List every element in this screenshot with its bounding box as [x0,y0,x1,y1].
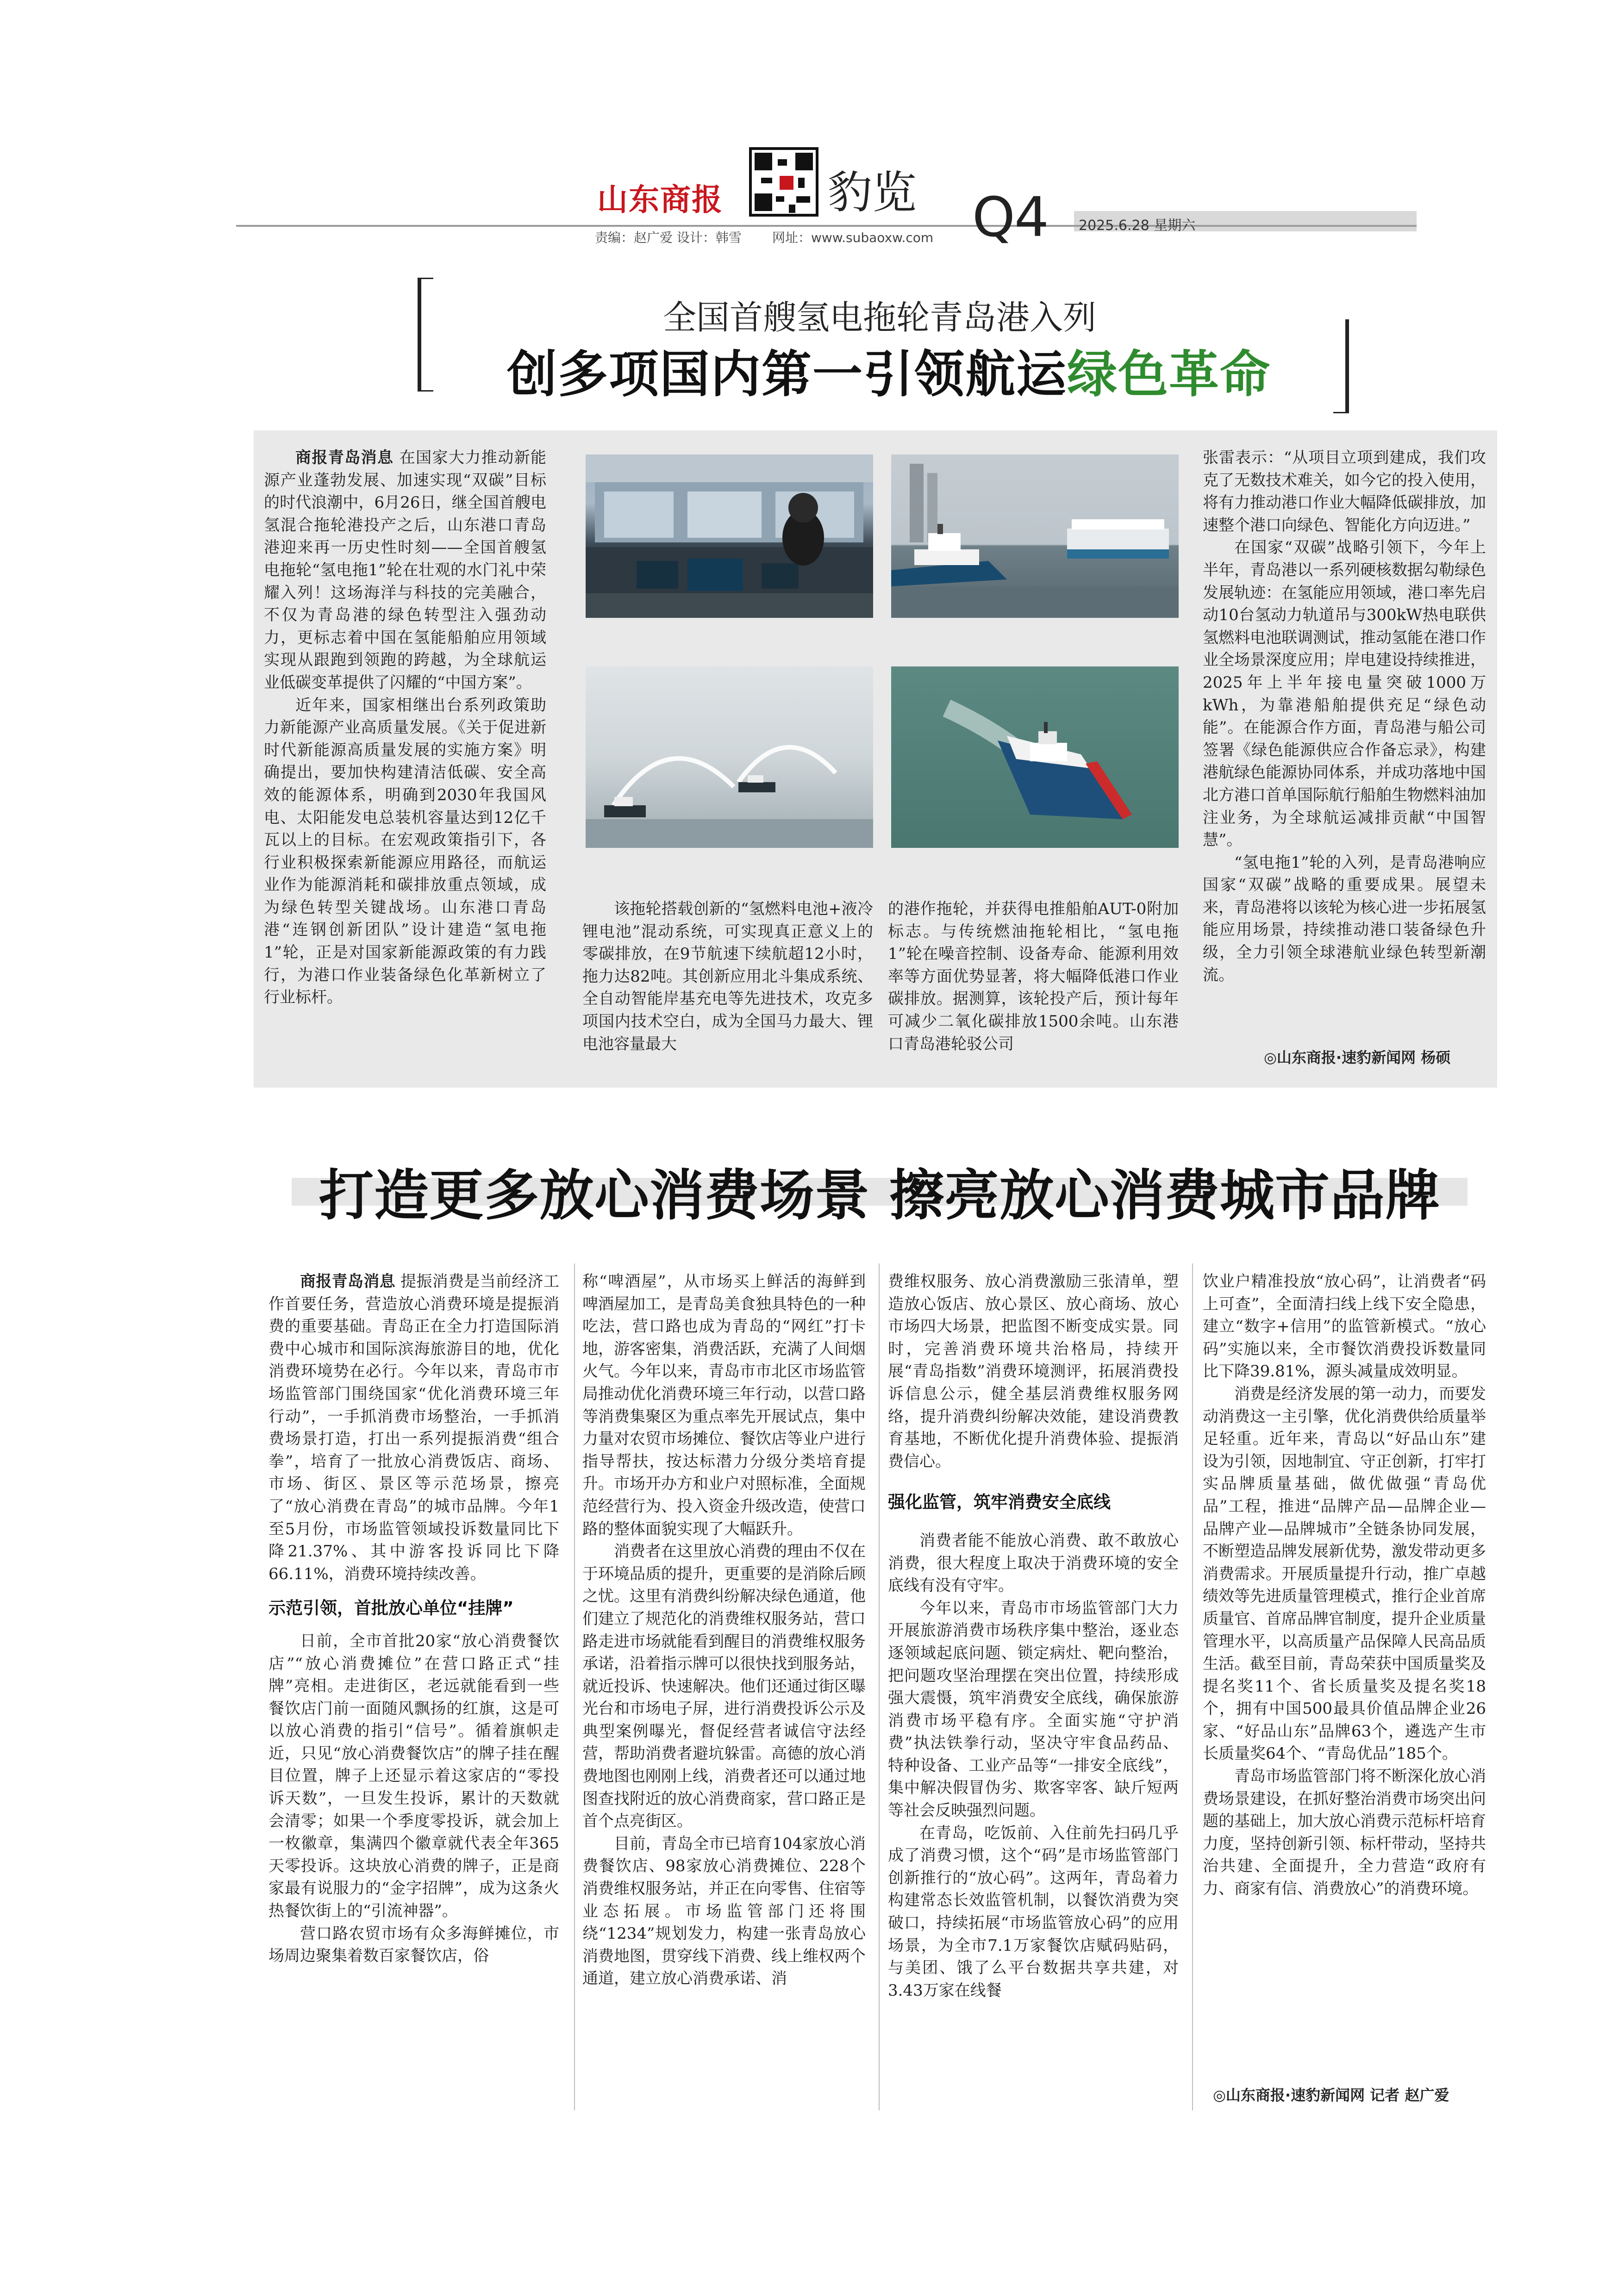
article1-byline: ◎山东商报·速豹新闻网 杨硕 [1264,1049,1451,1066]
column-divider [574,1263,575,2110]
article1-col1 [264,447,546,1009]
article2-subhead-1: 示范引领，首批放心单位“挂牌” [269,1598,514,1618]
column-divider [879,1263,880,2110]
article2-lead: 商报青岛消息 [300,1272,395,1291]
article2-para: 称“啤酒屋”，从市场买上鲜活的海鲜到啤酒屋加工，是青岛美食独具特色的一种吃法，营口路也成为青岛的“网红”打卡地，游客密集，消费活跃，充满了人间烟火气。今年以来，青岛市市北区市场监管局推动优化消费环境三年行动，以营口路等消费集聚区为重点率先开展试点，集中力量对农贸市场摊位、餐饮店等业户进行指导帮扶，按达标潜力分级分类培育提升。市场开办方和业户对照标准，全面规范经营行为、投入资金升级改造，使营口路的整体面貌实现了大幅跃升。 [582,1272,866,1538]
article1-lead: 商报青岛消息 [295,448,394,467]
article1-col3 [888,898,1179,1055]
article2-para: 消费是经济发展的第一动力，而要发动消费这一主引擎，优化消费供给质量举足轻重。近年来，青岛以“好品山东”建设为引领，因地制宜、守正创新，打牢打实品牌质量基础，做优做强“青岛优品”工程，推进“品牌产品—品牌企业—品牌产业—品牌城市”全链条协同发展，不断塑造品牌发展新优势，激发带动更多消费需求。开展质量提升行动，推广卓越绩效等先进质量管理模式，推行企业首席质量官、首席品牌官制度，提升企业质量管理水平，以高质量产品保障人民高品质生活。截至目前，青岛荣获中国质量奖及提名奖11个、省长质量奖及提名奖18个，拥有中国500最具价值品牌企业26家、“好品山东”品牌63个，遴选产生市长质量奖64个、“青岛优品”185个。 [1203,1384,1486,1763]
article2-para: 费维权服务、放心消费激励三张清单，塑造放心饭店、放心景区、放心商场、放心市场四大场景，把监图不断变成实景。同时，完善消费环境共治格局，持续开展“青岛指数”消费环境测评，拓展消费投诉信息公示，健全基层消费维权服务网络，提升消费纠纷解决效能，建设消费教育基地，不断优化提升消费体验、提振消费信心。 [888,1272,1179,1471]
article2-para: 目前，青岛全市已培育104家放心消费餐饮店、98家放心消费摊位、228个消费维权服务站，并正在向零售、住宿等业态拓展。市场监管部门还将围绕“1234”规划发力，构建一张青岛放心消费地图，贯穿线下消费、线上维权两个通道，建立放心消费承诺、消 [582,1834,866,1988]
article2-para: 在青岛，吃饭前、入住前先扫码几乎成了消费习惯，这个“码”是市场监管部门创新推行的“放心码”。这两年，青岛着力构建常态长效监管机制，以餐饮消费为突破口，持续拓展“市场监管放心码”的应用场景，为全市7.1万家餐饮店赋码贴码，与美团、饿了么平台数据共享共建，对3.43万家在线餐 [888,1823,1179,2000]
section-name: 豹览 [828,167,917,218]
article2-col1 [269,1270,559,1967]
article2-col4 [1203,1270,1486,1900]
article2-col2 [582,1270,866,1990]
article2-para: 消费者能不能放心消费、敢不敢放心消费，很大程度上取决于消费环境的安全底线有没有守牢。 [888,1531,1179,1595]
article2-para: 日前，全市首批20家“放心消费餐饮店”“放心消费摊位”在营口路正式“挂牌”亮相。走进街区，老远就能看到一些餐饮店门前一面随风飘扬的红旗，这是可以放心消费的指引“信号”。循着旗帜走近，只见“放心消费餐饮店”的牌子挂在醒目位置，牌子上还显示着这家店的“零投诉天数”，一旦发生投诉，累计的天数就会清零；如果一个季度零投诉，就会加上一枚徽章，集满四个徽章就代表全年365天零投诉。这块放心消费的牌子，正是商家最有说服力的“金字招牌”，成为这条火热餐饮街上的“引流神器”。 [269,1631,559,1921]
article1-para: 在国家大力推动新能源产业蓬勃发展、加速实现“双碳”目标的时代浪潮中，6月26日，继全国首艘电氢混合拖轮港投产之后，山东港口青岛港迎来再一历史性时刻——全国首艘氢电拖轮“氢电拖1”轮在壮观的水门礼中荣耀入列！这场海洋与科技的完美融合，不仅为青岛港的绿色转型注入强劲动力，更标志着中国在氢能船舶应用领域实现从跟跑到领跑的跨越，为全球航运业低碳变革提供了闪耀的“中国方案”。 [264,448,547,692]
website-link[interactable]: 网址：www.subaoxw.com [772,230,934,245]
article1-col4 [1203,447,1486,986]
photo-tugboat-sailing [891,666,1179,848]
article1-title-green: 绿色革命 [1067,346,1271,404]
article1-subtitle: 全国首艘氢电拖轮青岛港入列 [662,298,1096,337]
article2-para: 提振消费是当前经济工作首要任务，营造放心消费环境是提振消费的重要基础。青岛正在全力打造国际消费中心城市和国际滨海旅游目的地，优化消费环境势在必行。今年以来，青岛市市场监管部门围绕国家“优化消费环境三年行动”，一手抓消费市场整治，一手抓消费场景打造，打出一系列提振消费“组合拳”，培育了一批放心消费饭店、商场、市场、街区、景区等示范场景，擦亮了“放心消费在青岛”的城市品牌。今年1至5月份，市场监管领域投诉数量同比下降21.37%、其中游客投诉同比下降66.11%，消费环境持续改善。 [269,1272,560,1583]
editor-credits: 责编：赵广爱 设计：韩雪 [595,230,742,245]
article2-subhead-2: 强化监管，筑牢消费安全底线 [888,1492,1111,1512]
article1-para: 在国家“双碳”战略引领下，今年上半年，青岛港以一系列硬核数据勾勒绿色发展轨迹：在氢能应用领域，港口率先启动10台氢动力轨道吊与300kW热电联供氢燃料电池联调测试，推动氢能在港口作业全场景深度应用；岸电建设持续推进，2025年上半年接电量突破1000万kWh，为靠港船舶提供充足“绿色动能”。在能源合作方面，青岛港与船公司签署《绿色能源供应合作备忘录》，构建港航绿色能源协同体系，并成功落地中国北方港口首单国际航行船舶生物燃料油加注业务，为全球航运减排贡献“中国智慧”。 [1203,538,1486,850]
article1-para: 近年来，国家相继出台系列政策助力新能源产业高质量发展。《关于促进新时代新能源高质量发展的实施方案》明确提出，要加快构建清洁低碳、安全高效的能源体系，明确到2030年我国风电、太阳能发电总装机容量达到12亿千瓦以上的目标。在宏观政策指引下，各行业积极探索新能源应用路径，而航运业作为能源消耗和碳排放重点领域，成为绿色转型关键战场。山东港口青岛港“连钢创新团队”设计建造“氢电拖1”轮，正是对国家新能源政策的有力践行，为港口作业装备绿色化革新树立了行业标杆。 [264,696,546,1007]
article1-para: 该拖轮搭载创新的“氢燃料电池+液冷锂电池”混动系统，可实现真正意义上的零碳排放，在9节航速下续航超12小时，拖力达82吨。其创新应用北斗集成系统、全自动智能岸基充电等先进技术，攻克多项国内技术空白，成为全国马力最大、锂电池容量最大 [582,900,873,1053]
masthead-rule [236,225,1417,227]
article2-para: 饮业户精准投放“放心码”，让消费者“码上可查”，全面清扫线上线下安全隐患，建立“数字+信用”的监管新模式。“放心码”实施以来，全市餐饮消费投诉数量同比下降39.81%，源头减量成效明显。 [1203,1272,1486,1381]
article2-para: 消费者在这里放心消费的理由不仅在于环境品质的提升，更重要的是消除后顾之忧。这里有消费纠纷解决绿色通道，他们建立了规范化的消费维权服务站，营口路走进市场就能看到醒目的消费维权服务承诺，沿着指示牌可以很快找到服务站，就近投诉、快速解决。他们还通过街区曝光台和市场电子屏，进行消费投诉公示及典型案例曝光，督促经营者诚信守法经营，帮助消费者避坑躲雷。高德的放心消费地图也刚刚上线，消费者还可以通过地图查找附近的放心消费商家，营口路正是首个点亮街区。 [582,1542,866,1831]
article1-para: 张雷表示：“从项目立项到建成，我们攻克了无数技术难关，如今它的投入使用，将有力推动港口作业大幅降低碳排放，加速整个港口向绿色、智能化方向迈进。” [1203,448,1486,535]
article1-title [440,334,1338,406]
article2-title: 打造更多放心消费场景 擦亮放心消费城市品牌 [319,1164,1441,1227]
page-number: Q4 [972,185,1048,249]
article2-para: 青岛市场监管部门将不断深化放心消费场景建设，在抓好整治消费市场突出问题的基础上，加大放心消费示范标杆培育力度，坚持创新引领、标杆带动，坚持共治共建、全面提升，全力营造“政府有力、商家有信、消费放心”的消费环境。 [1203,1767,1486,1898]
photo-water-salute [586,666,873,848]
article1-title-main: 创多项国内第一引领航运 [506,346,1067,404]
column-divider [1192,1263,1193,2110]
article2-byline: ◎山东商报·速豹新闻网 记者 赵广爱 [1213,2086,1449,2104]
article2-para: 营口路农贸市场有众多海鲜摊位，市场周边聚集着数百家餐饮店，俗 [269,1924,559,1966]
newspaper-brand: 山东商报 [597,182,723,218]
article2-para: 今年以来，青岛市市场监管部门大力开展旅游消费市场秩序集中整治，逐业态逐领域起底问题、锁定病灶、靶向整治，把问题攻坚治理摆在突出位置，持续形成强大震慑，筑牢消费安全底线，确保旅游消费市场平稳有序。全面实施“守护消费”执法铁拳行动，坚决守牢食品药品、特种设备、工业产品等“一排安全底线”，集中解决假冒伪劣、欺客宰客、缺斤短两等社会反映强烈问题。 [888,1599,1179,1820]
qr-code-icon[interactable] [749,147,818,217]
article2-col3 [888,1270,1179,2002]
article1-col2 [582,898,873,1055]
photo-tugboat-harbor [891,454,1179,618]
article1-para: “氢电拖1”轮的入列，是青岛港响应国家“双碳”战略的重要成果。展望未来，青岛港将以该轮为核心进一步拓展氢能应用场景，持续推动港口装备绿色升级，全力引领全球港航业绿色转型新潮流。 [1203,853,1486,984]
headline-bracket-left [418,278,433,392]
photo-tugboat-cabin [586,454,873,618]
article1-para: 的港作拖轮，并获得电推船舶AUT-0附加标志。与传统燃油拖轮相比，“氢电拖1”轮在噪音控制、设备寿命、能源利用效率等方面优势显著，将大幅降低港口作业碳排放。据测算，该轮投产后，预计每年可减少二氧化碳排放1500余吨。山东港口青岛港轮驳公司 [888,900,1179,1053]
issue-date: 2025.6.28 星期六 [1079,218,1196,234]
